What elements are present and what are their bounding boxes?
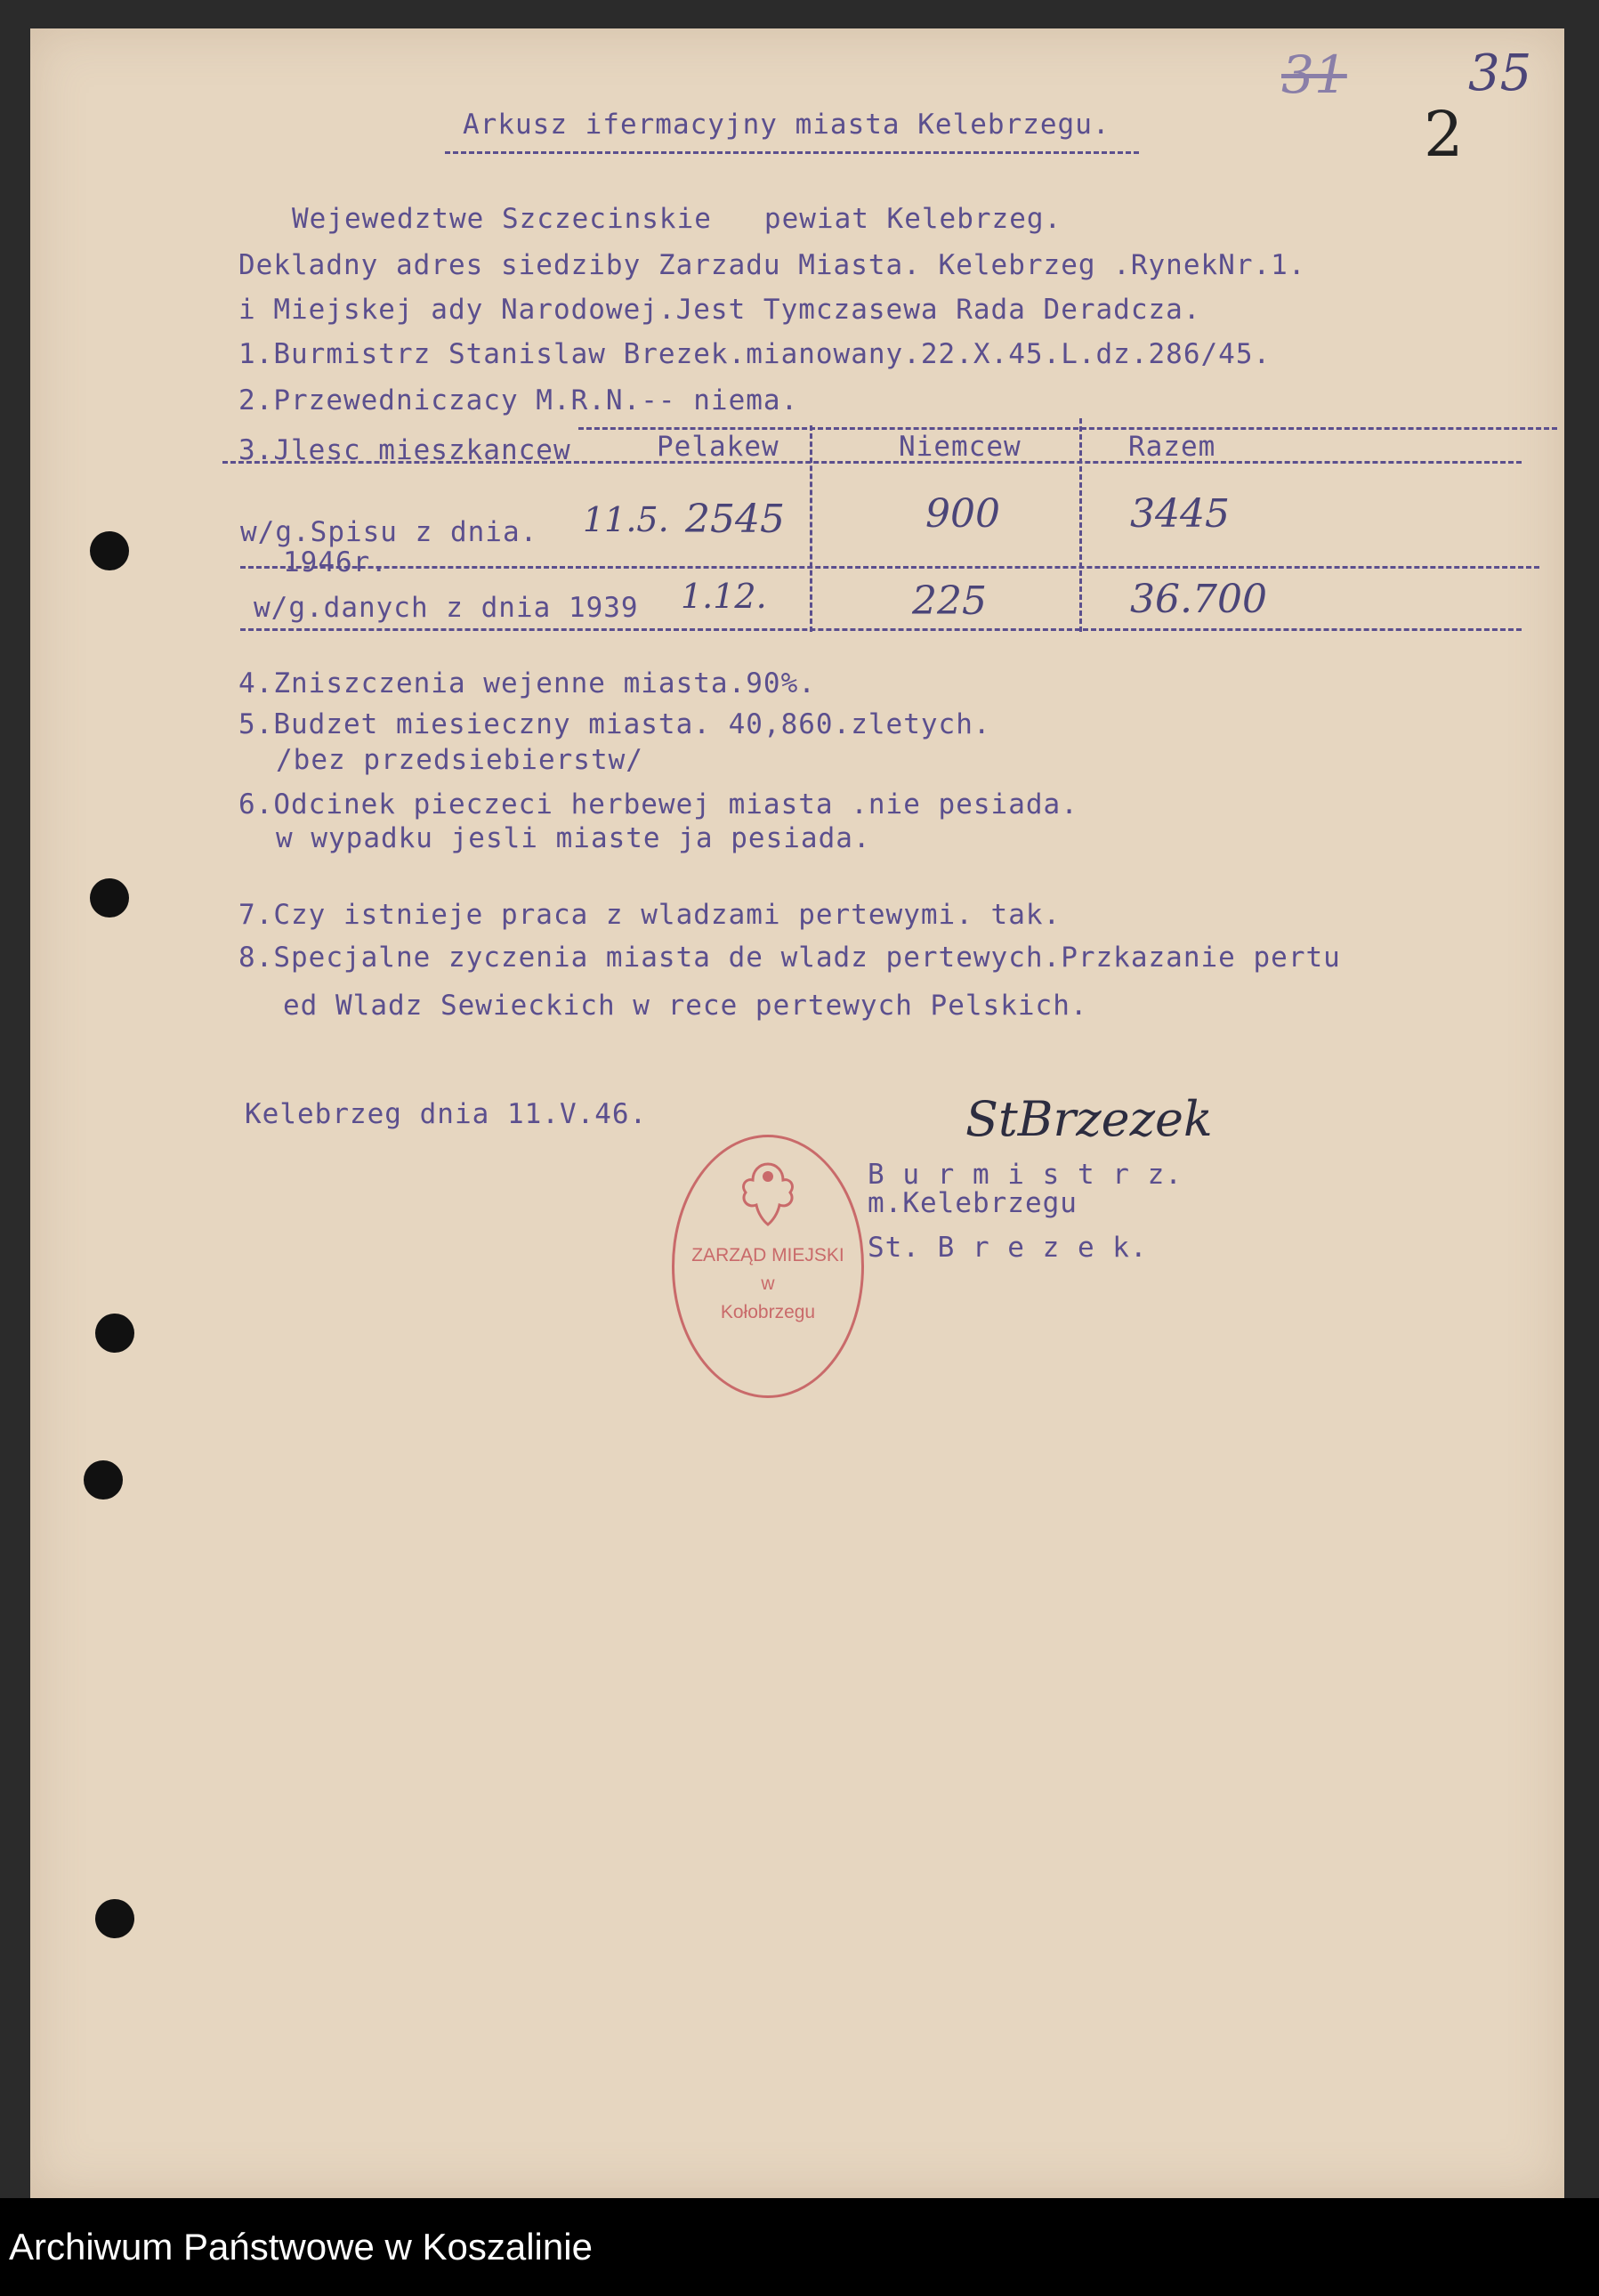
table-row-line [240, 566, 1539, 569]
page-mark-crossed: 31 [1281, 44, 1347, 105]
handwritten-signature: StBrzezek [965, 1091, 1213, 1147]
chairman-line: 2.Przewedniczacy M.R.N.-- niema. [238, 384, 799, 416]
archive-name: Archiwum Państwowe w Koszalinie [9, 2226, 593, 2268]
official-stamp [672, 1135, 864, 1398]
voivodeship-line: Wejewedztwe Szczecinskie pewiat Kelebrzeg. [292, 203, 1062, 235]
punch-hole [95, 1899, 134, 1938]
council-line: i Miejskej ady Narodowej.Jest Tymczasewa Rada Deradcza. [238, 294, 1201, 326]
table-cell-razem: 36.700 [1130, 577, 1267, 622]
place-date: Kelebrzeg dnia 11.V.46. [245, 1098, 648, 1130]
stamp-line2: w [761, 1273, 775, 1294]
item-seal: 6.Odcinek pieczeci herbewej miasta .nie pesiada. [238, 788, 1078, 821]
table-bottom-line [240, 628, 1522, 631]
item-port-cooperation: 7.Czy istnieje praca z wladzami pertewymi. tak. [238, 899, 1062, 931]
table-column-divider [810, 425, 812, 632]
table-cell-niemcow: 225 [912, 578, 987, 624]
page-number-superscript: 35 [1468, 44, 1532, 102]
eagle-emblem-icon [737, 1157, 799, 1228]
page-number: 2 [1424, 98, 1464, 171]
population-label: 3.Jlesc mieszkancew [238, 434, 571, 466]
table-top-line [578, 427, 1557, 430]
table-cell-polakow: 2545 [685, 497, 785, 542]
table-cell-date-note: 11.5. [583, 500, 669, 539]
punch-hole [90, 878, 129, 918]
stamp-line1: ZARZĄD MIEJSKI [691, 1245, 844, 1265]
table-row-label: w/g.danych z dnia 1939 [254, 592, 639, 624]
mayor-line: 1.Burmistrz Stanislaw Brezek.mianowany.22.X.45.L.dz.286/45. [238, 338, 1272, 370]
item-budget: 5.Budzet miesieczny miasta. 40,860.zletych. [238, 708, 991, 740]
table-column-divider [1079, 418, 1082, 632]
table-cell-polakow: 1.12. [681, 577, 767, 616]
table-cell-niemcow: 900 [925, 491, 1000, 537]
item-war-damage: 4.Zniszczenia wejenne miasta.90%. [238, 667, 816, 699]
table-header-line [222, 461, 1522, 464]
table-cell-razem: 3445 [1130, 491, 1230, 537]
punch-hole [84, 1460, 123, 1500]
table-header-polakow: Pelakew [657, 431, 779, 463]
item-special-wishes: 8.Specjalne zyczenia miasta de wladz pertewych.Przkazanie pertu [238, 942, 1341, 974]
address-line: Dekladny adres siedziby Zarzadu Miasta. Kelebrzeg .RynekNr.1. [238, 249, 1306, 281]
table-row-label: w/g.Spisu z dnia. [240, 516, 538, 548]
table-row-label-year: 1946r. [283, 546, 388, 578]
item-seal-note: w wypadku jesli miaste ja pesiada. [276, 822, 871, 854]
signature-name: St. B r e z e k. [868, 1232, 1148, 1264]
stamp-line3: Kołobrzegu [720, 1302, 816, 1322]
item-budget-note: /bez przedsiebierstw/ [276, 744, 643, 776]
table-header-razem: Razem [1128, 431, 1216, 463]
punch-hole [90, 531, 129, 570]
punch-hole [95, 1314, 134, 1353]
archive-footer [0, 2198, 1599, 2296]
item-special-wishes-cont: ed Wladz Sewieckich w rece pertewych Pelskich. [283, 990, 1088, 1022]
signature-role: B u r m i s t r z. [868, 1159, 1183, 1191]
table-header-niemcow: Niemcew [899, 431, 1022, 463]
signature-office: m.Kelebrzegu [868, 1187, 1078, 1219]
document-title: Arkusz ifermacyjny miasta Kelebrzegu. [463, 109, 1110, 141]
title-underline [445, 151, 1139, 154]
